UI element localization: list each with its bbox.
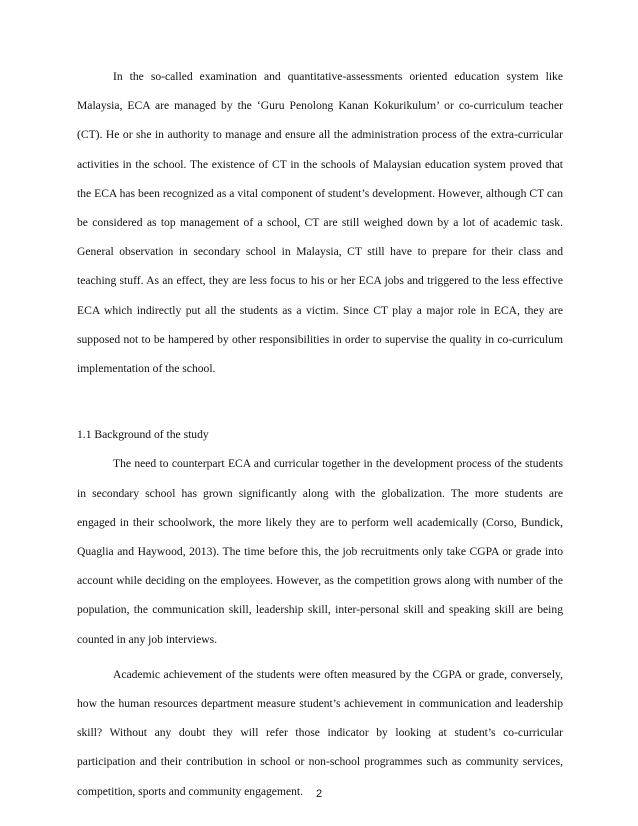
page-content bbox=[77, 62, 563, 806]
section-spacer bbox=[77, 383, 563, 420]
section-heading-background: 1.1 Background of the study bbox=[77, 428, 209, 442]
paragraph-eca-management: In the so-called examination and quantitative-assessments oriented education system like Malaysia, ECA are managed by the ‘Guru Penolong Kanan Kokurikulum’ or co-curriculum teacher (CT). He or she in authority to manage and ensure all the administration process of the extra-curricular activities in the school. The existence of CT in the schools of Malaysian education system proved that the ECA has been recognized as a vital component of student’s development. However, although CT can be considered as top management of a school, CT are still weighed down by a lot of academic task. General observation in secondary school in Malaysia, CT still have to prepare for their class and teaching stuff. As an effect, they are less focus to his or her ECA jobs and triggered to the less effective ECA which indirectly put all the students as a victim. Since CT play a major role in ECA, they are supposed not to be hampered by other responsibilities in order to supervise the quality in co-curriculum implementation of the school. bbox=[77, 70, 563, 376]
paragraph-academic-achievement: Academic achievement of the students were often measured by the CGPA or grade, conversely, how the human resources department measure student’s achievement in communication and leadership skill? Without any doubt they will refer those indicator by looking at student’s co-curricular participation and their contribution in school or non-school programmes such as community services, competition, sports and community engagement. bbox=[77, 667, 563, 798]
page-number: 2 bbox=[315, 788, 323, 800]
paragraph-background-study: The need to counterpart ECA and curricular together in the development process of the students in secondary school has grown significantly along with the globalization. The more students are engaged in their schoolwork, the more likely they are to perform well academically (Corso, Bundick, Quaglia and Haywood, 2013). The time before this, the job recruitments only take CGPA or grade into account while deciding on the employees. However, as the competition grows along with number of the population, the communication skill, leadership skill, inter-personal skill and speaking skill are being counted in any job interviews. bbox=[77, 457, 563, 646]
